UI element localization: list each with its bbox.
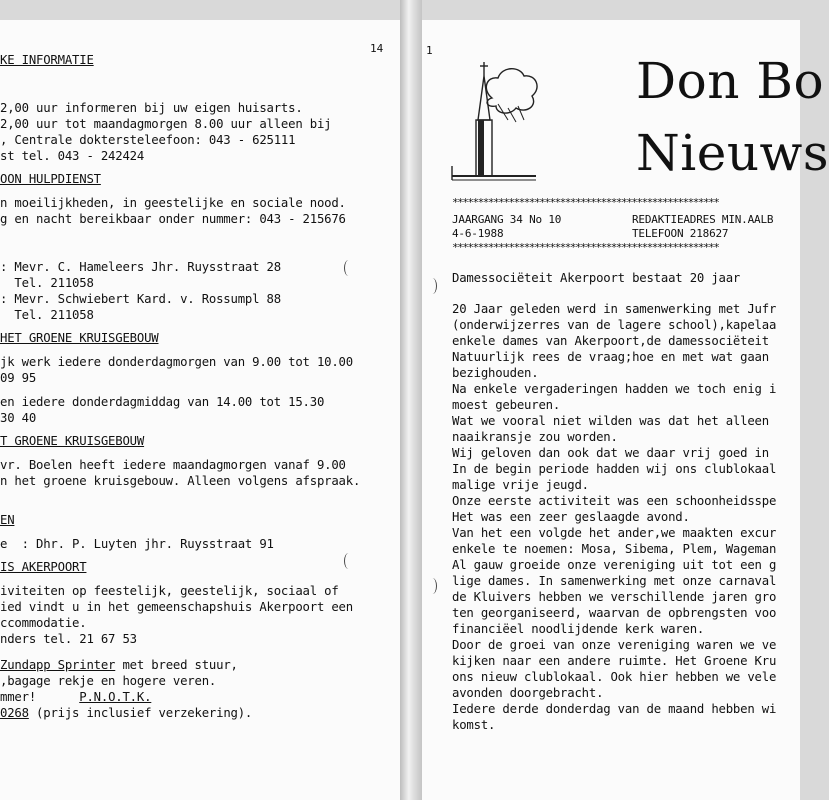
article-line: enkele te noemen: Mosa, Sibema, Plem, Wageman [452, 542, 777, 556]
text-line: : Mevr. Schwiebert Kard. v. Rossumpl 88 [0, 292, 281, 306]
text-line: , Centrale doktersteleefoon: 043 - 625111 [0, 133, 296, 147]
issue-date: 4-6-1988 [452, 227, 504, 240]
text-line: ied vindt u in het gemeenschapshuis Akerpoort een [0, 600, 353, 614]
text-line: : Mevr. C. Hameleers Jhr. Ruysstraat 28 [0, 260, 281, 274]
text-line: Tel. 211058 [0, 276, 94, 290]
section-heading: OON HULPDIENST [0, 172, 101, 186]
article-line: Door de groei van onze vereniging waren we ve [452, 638, 777, 652]
punch-hole-mark [344, 553, 353, 569]
advert-line: 0268 (prijs inclusief verzekering). [0, 706, 253, 720]
article-line: Na enkele vergaderingen hadden we toch enig i [452, 382, 777, 396]
star-divider: **************************************************** [452, 241, 719, 254]
text-line: en iedere donderdagmiddag van 14.00 tot 15.30 [0, 395, 325, 409]
text-line: iviteiten op feestelijk, geestelijk, sociaal of [0, 584, 339, 598]
advert-line: Zundapp Sprinter met breed stuur, [0, 658, 238, 672]
text-line: ccommodatie. [0, 616, 87, 630]
right-page [422, 20, 829, 800]
article-line: kijken naar een andere ruimte. Het Groene Kru [452, 654, 777, 668]
text-line: nders tel. 21 67 53 [0, 632, 137, 646]
text-line: g en nacht bereikbaar onder nummer: 043 - 215676 [0, 212, 346, 226]
advert-line: mmer! P.N.O.T.K. [0, 690, 152, 704]
article-line: de Kluivers hebben we verschillende jaren gro [452, 590, 777, 604]
text-line: vr. Boelen heeft iedere maandagmorgen vanaf 9.00 [0, 458, 346, 472]
article-line: Het was een zeer geslaagde avond. [452, 510, 690, 524]
article-line: Wij geloven dan ook dat we daar vrij goed in [452, 446, 769, 460]
advert-line: ,bagage rekje en hogere veren. [0, 674, 217, 688]
text-line: st tel. 043 - 242424 [0, 149, 145, 163]
article-line: enkele dames van Akerpoort,de damessociëteit [452, 334, 769, 348]
article-line: Onze eerste activiteit was een schoonheidsspe [452, 494, 777, 508]
article-line: Wat we vooral niet wilden was dat het alleen [452, 414, 769, 428]
text-line: 2,00 uur tot maandagmorgen 8.00 uur alleen bij [0, 117, 332, 131]
article-line: Iedere derde donderdag van de maand hebben wi [452, 702, 777, 716]
text-line: n moeilijkheden, in geestelijke en sociale nood. [0, 196, 346, 210]
section-heading: T GROENE KRUISGEBOUW [0, 434, 145, 448]
section-heading: KE INFORMATIE [0, 53, 94, 67]
punch-hole-mark [344, 260, 353, 276]
article-line: malige vrije jeugd. [452, 478, 589, 492]
text-line: 2,00 uur informeren bij uw eigen huisarts. [0, 101, 303, 115]
text-line: 09 95 [0, 371, 37, 385]
section-heading: HET GROENE KRUISGEBOUW [0, 331, 159, 345]
punch-hole-mark [428, 578, 437, 594]
punch-hole-mark [428, 278, 437, 294]
section-heading: EN [0, 513, 15, 527]
page-number-left: 14 [370, 42, 384, 55]
article-line: naaikransje zou worden. [452, 430, 618, 444]
article-line: In de begin periode hadden wij ons clublokaal [452, 462, 777, 476]
editorial-address: REDAKTIEADRES MIN.AALB [632, 213, 774, 226]
masthead-title-line2: Nieuws [636, 124, 829, 182]
article-line: 20 Jaar geleden werd in samenwerking met Jufr [452, 302, 777, 316]
page-number-right: 1 [426, 44, 433, 57]
article-line: financiëel noodlijdende kerk waren. [452, 622, 705, 636]
phone-number: TELEFOON 218627 [632, 227, 729, 240]
section-heading: IS AKERPOORT [0, 560, 87, 574]
star-divider: **************************************************** [452, 196, 719, 209]
article-line: komst. [452, 718, 496, 732]
text-line: n het groene kruisgebouw. Alleen volgens afspraak. [0, 474, 361, 488]
masthead-title-line1: Don Bo [636, 52, 825, 110]
article-line: ons nieuw clublokaal. Ook hier hebben we vele [452, 670, 777, 684]
text-line: Tel. 211058 [0, 308, 94, 322]
article-line: moest gebeuren. [452, 398, 561, 412]
article-line: lige dames. In samenwerking met onze carnaval [452, 574, 777, 588]
text-line: 30 40 [0, 411, 37, 425]
volume-info: JAARGANG 34 No 10 [452, 213, 562, 226]
article-line: Natuurlijk rees de vraag;hoe en met wat gaan [452, 350, 769, 364]
left-page [0, 20, 400, 800]
book-spine [400, 0, 422, 800]
article-line: Van het een volgde het ander,we maakten excur [452, 526, 777, 540]
article-line: bezighouden. [452, 366, 539, 380]
text-line: jk werk iedere donderdagmorgen van 9.00 tot 10.00 [0, 355, 353, 369]
text-line: e : Dhr. P. Luyten jhr. Ruysstraat 91 [0, 537, 274, 551]
article-line: ten georganiseerd, waarvan de opbrengsten voo [452, 606, 777, 620]
article-title: Damessociëteit Akerpoort bestaat 20 jaar [452, 271, 741, 285]
article-line: Al gauw groeide onze vereniging uit tot een g [452, 558, 777, 572]
article-line: (onderwijzerres van de lagere school),kapelaa [452, 318, 777, 332]
article-line: avonden doorgebracht. [452, 686, 604, 700]
church-tower-logo [452, 58, 538, 188]
